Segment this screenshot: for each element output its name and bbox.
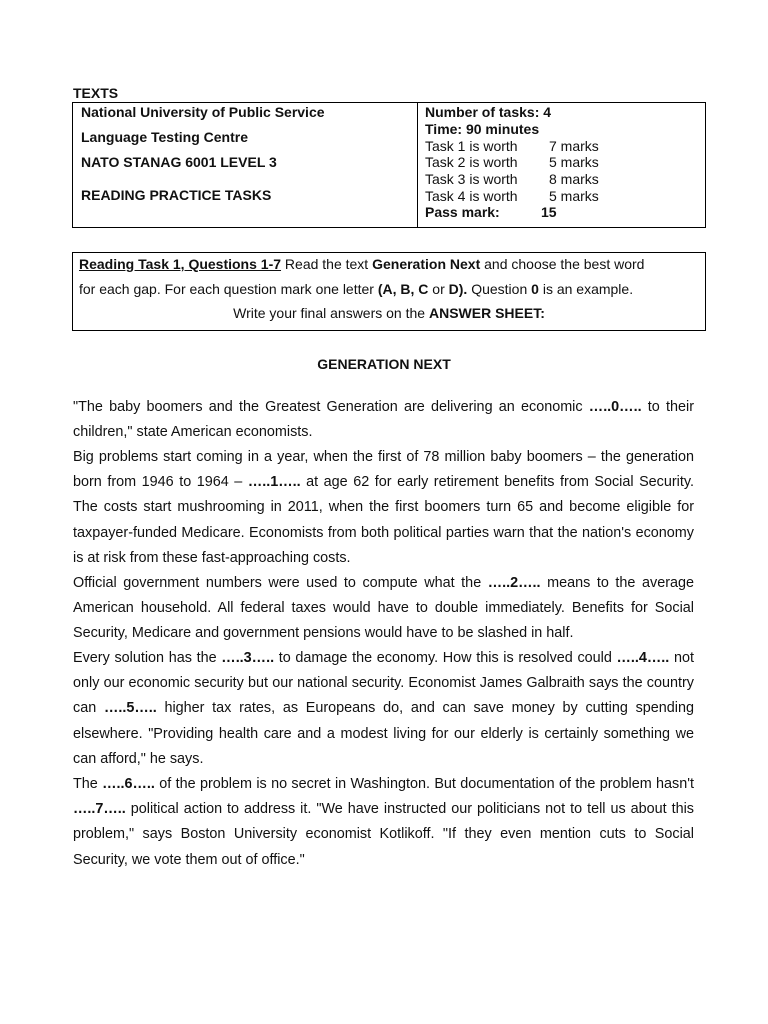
article-paragraph <box>73 571 694 647</box>
instructions-line-2 <box>79 281 633 297</box>
gap-marker: …..0….. <box>588 399 642 415</box>
article-paragraph <box>73 445 694 571</box>
text-name: Generation Next <box>372 256 481 272</box>
task-3-label: Task 3 is worth <box>425 171 518 187</box>
task-1-label: Task 1 is worth <box>425 138 518 154</box>
paragraph-text: Big problems start coming in a year, when the first of 78 million baby boomers – the generation born from 1946 to 1964 – <box>73 449 694 491</box>
answer-sheet-ref: ANSWER SHEET: <box>428 305 545 321</box>
instructions-line-1 <box>79 256 644 272</box>
instr-text: or <box>428 281 449 297</box>
task-2-label: Task 2 is worth <box>425 154 518 170</box>
paragraph-text: The <box>73 776 103 792</box>
practice-tasks-title: READING PRACTICE TASKS <box>81 187 272 203</box>
centre-name: Language Testing Centre <box>81 129 248 145</box>
header-table <box>72 102 706 228</box>
instr-text: Question <box>467 281 532 297</box>
number-of-tasks: Number of tasks: 4 <box>425 104 552 120</box>
instr-text: is an example. <box>538 281 634 297</box>
instr-text: for each gap. For each question mark one letter <box>79 281 378 297</box>
pass-mark-value: 15 <box>541 204 557 220</box>
header-divider <box>417 103 418 227</box>
university-name: National University of Public Service <box>81 104 325 120</box>
task-4-label: Task 4 is worth <box>425 188 518 204</box>
gap-marker: …..6….. <box>102 776 155 792</box>
pass-mark-label: Pass mark: <box>425 204 500 220</box>
paragraph-text: "The baby boomers and the Greatest Generation are delivering an economic <box>73 399 589 415</box>
article-title: GENERATION NEXT <box>317 356 451 372</box>
task-title: Reading Task 1, Questions 1-7 <box>79 256 282 272</box>
instr-text: Read the text <box>281 256 373 272</box>
task-4-marks: 5 marks <box>549 188 599 204</box>
instructions-box <box>72 252 706 331</box>
gap-marker: …..2….. <box>487 575 541 591</box>
task-3-marks: 8 marks <box>549 171 599 187</box>
gap-marker: …..3….. <box>221 650 275 666</box>
article-paragraph <box>73 395 694 445</box>
gap-marker: …..4….. <box>616 650 670 666</box>
time-limit: Time: 90 minutes <box>425 121 540 137</box>
article-paragraph <box>73 772 694 873</box>
instr-text: and choose the best word <box>480 256 645 272</box>
instr-text: Write your final answers on the <box>233 305 429 321</box>
answer-letter-d: D). <box>448 281 468 297</box>
paragraph-text: higher tax rates, as Europeans do, and can save money by cutting spending elsewhere. "Providing health care and a modest living for our elderly is certainly something we can afford," he says. <box>73 700 694 767</box>
paragraph-text: of the problem is no secret in Washington. But documentation of the problem hasn't <box>154 776 695 792</box>
task-1-marks: 7 marks <box>549 138 599 154</box>
paragraph-text: Every solution has the <box>73 650 222 666</box>
paragraph-text: to their children," state American economists. <box>73 399 694 441</box>
gap-marker: …..7….. <box>73 801 126 818</box>
answer-letters: (A, B, C <box>377 281 429 297</box>
gap-marker: …..5….. <box>103 700 157 717</box>
example-number: 0 <box>531 281 539 297</box>
gap-marker: …..1….. <box>247 474 301 491</box>
paragraph-text: means to the average American household. All federal taxes would have to double immediately. Benefits for Social Security, Medicare and government pensions would have to be slashed in half. <box>73 575 694 642</box>
paragraph-text: to damage the economy. How this is resolved could <box>274 650 617 666</box>
paragraph-text: Official government numbers were used to compute what the <box>73 575 488 591</box>
stanag-level: NATO STANAG 6001 LEVEL 3 <box>81 154 277 170</box>
instructions-line-3 <box>73 305 705 321</box>
paragraph-text: at age 62 for early retirement benefits from Social Security. The costs start mushrooming in 2011, when the first boomers turn 65 and become eligible for taxpayer-funded Medicare. Economists from both political parties warn that the nation's economy is at risk from these fast-approaching costs. <box>73 474 694 566</box>
texts-label: TEXTS <box>73 85 119 101</box>
article-paragraph <box>73 646 694 772</box>
paragraph-text: not only our economic security but our national security. Economist James Galbraith says the country can <box>73 650 694 717</box>
task-2-marks: 5 marks <box>549 154 599 170</box>
paragraph-text: political action to address it. "We have instructed our politicians not to tell us about this problem," says Boston University economist Kotlikoff. "If they even mention cuts to Social Security, we vote them out of office." <box>73 801 694 868</box>
